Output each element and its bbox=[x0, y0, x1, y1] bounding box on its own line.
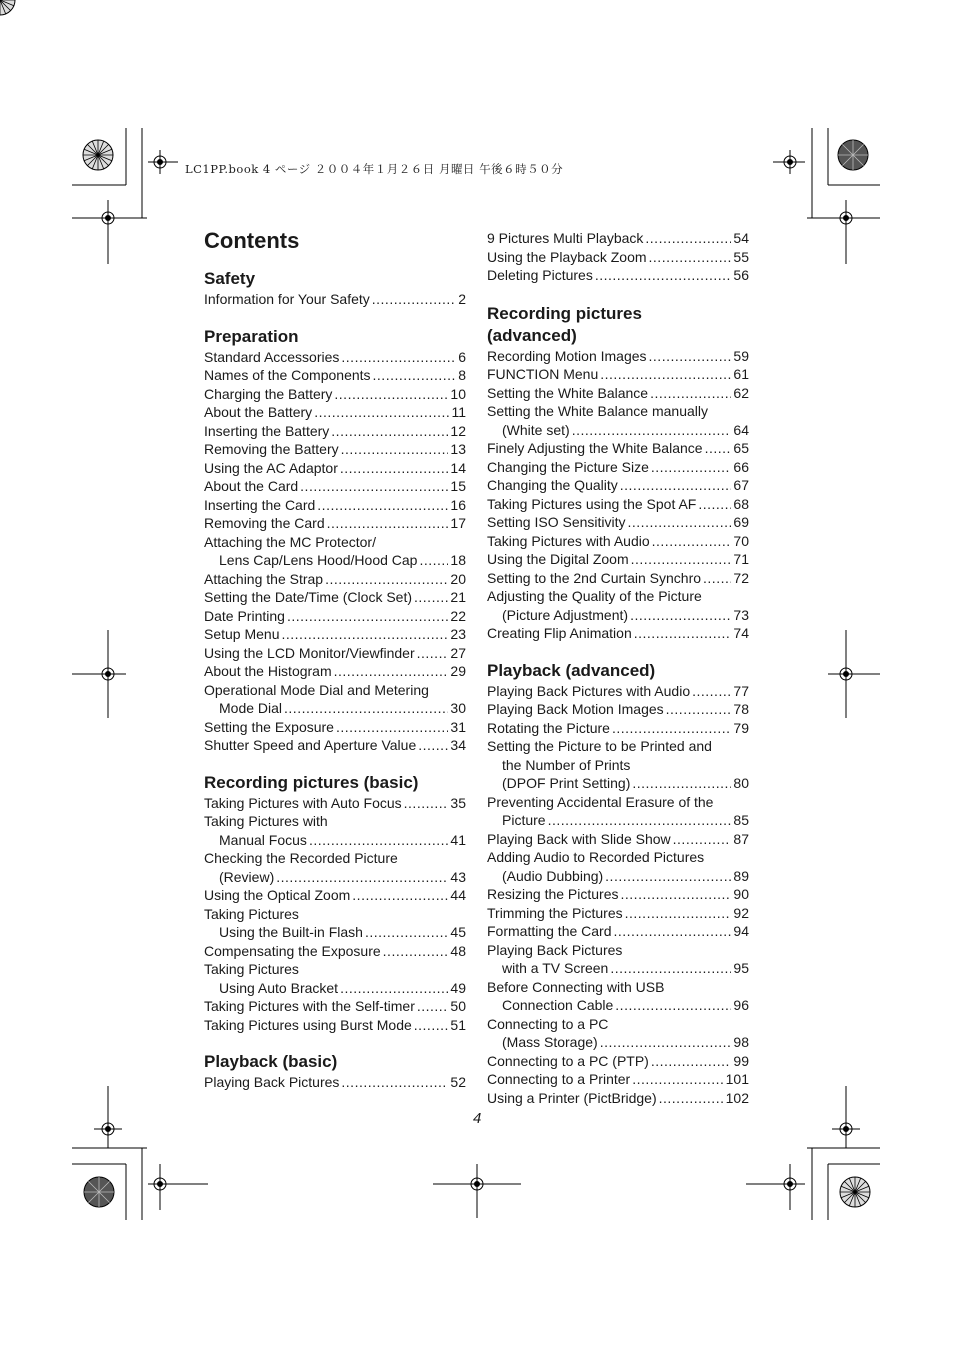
toc-entry-page: 69 bbox=[733, 514, 749, 530]
toc-entry-title: (Audio Dubbing) bbox=[502, 867, 604, 884]
toc-entry bbox=[487, 1052, 749, 1071]
toc-entry-title: Picture bbox=[502, 812, 546, 828]
toc-entry-page: 48 bbox=[450, 942, 466, 959]
toc-entry-title: Information for Your Safety bbox=[204, 291, 370, 307]
toc-leader-dots bbox=[630, 606, 731, 625]
toc-entry bbox=[487, 421, 749, 440]
toc-entry-page: 70 bbox=[733, 532, 749, 549]
toc-entry-page: 16 bbox=[450, 496, 466, 513]
toc-entry-title: Setting the Date/Time (Clock Set) bbox=[204, 589, 413, 605]
toc-entry-title: Using Auto Bracket bbox=[219, 979, 339, 996]
registration-star-icon bbox=[0, 0, 15, 15]
toc-entry bbox=[204, 348, 466, 367]
toc-entry-page: 41 bbox=[450, 831, 466, 848]
toc-entry-page: 31 bbox=[450, 718, 466, 735]
toc-leader-dots bbox=[649, 248, 732, 267]
toc-entry-line: Before Connecting with USB bbox=[487, 978, 665, 995]
toc-entry-line: Attaching the MC Protector/ bbox=[204, 533, 376, 550]
toc-entry bbox=[487, 885, 749, 904]
toc-entry-title: Using the LCD Monitor/Viewfinder bbox=[204, 644, 415, 661]
toc-entry-title: Attaching the Strap bbox=[204, 570, 324, 587]
toc-entry-page: 10 bbox=[450, 385, 466, 402]
toc-leader-dots bbox=[615, 996, 731, 1015]
toc-leader-dots bbox=[652, 532, 732, 551]
toc-entry bbox=[204, 551, 466, 570]
toc-leader-dots bbox=[632, 774, 731, 793]
toc-entry bbox=[204, 403, 466, 422]
toc-leader-dots bbox=[325, 570, 448, 589]
toc-entry-page: 99 bbox=[733, 1052, 749, 1069]
toc-entry-title: Taking Pictures using Burst Mode bbox=[204, 1016, 412, 1033]
toc-entry bbox=[204, 1073, 466, 1092]
toc-entry-line: Adjusting the Quality of the Picture bbox=[487, 588, 702, 604]
toc-leader-dots bbox=[634, 624, 732, 643]
toc-entry bbox=[487, 384, 749, 403]
toc-entry-title: (White set) bbox=[502, 421, 570, 438]
toc-leader-dots bbox=[334, 385, 448, 404]
toc-entry-page: 72 bbox=[733, 569, 749, 586]
toc-leader-dots bbox=[327, 514, 449, 533]
toc-entry-title: Taking Pictures with Audio bbox=[487, 532, 650, 549]
section-title: Recording pictures bbox=[487, 303, 642, 323]
toc-entry-title: Finely Adjusting the White Balance bbox=[487, 440, 703, 456]
toc-entry-line: Preventing Accidental Erasure of the bbox=[487, 793, 714, 810]
toc-leader-dots bbox=[340, 979, 448, 998]
toc-entry-page: 55 bbox=[733, 248, 749, 265]
toc-entry-title: Using the AC Adaptor bbox=[204, 459, 338, 476]
toc-entry-page: 78 bbox=[733, 701, 749, 717]
toc-entry-title: Playing Back Pictures bbox=[204, 1074, 340, 1090]
toc-entry-page: 92 bbox=[733, 904, 749, 921]
toc-entry bbox=[487, 248, 749, 267]
toc-entry-title: Connecting to a Printer bbox=[487, 1071, 631, 1087]
toc-entry-title: Playing Back with Slide Show bbox=[487, 830, 671, 847]
toc-entry-title: Setting the Exposure bbox=[204, 718, 334, 735]
toc-entry-page: 98 bbox=[733, 1034, 749, 1050]
page-number: 4 bbox=[473, 1110, 482, 1127]
toc-entry bbox=[204, 699, 466, 718]
toc-leader-dots bbox=[336, 718, 448, 737]
toc-entry bbox=[487, 365, 749, 384]
toc-entry-title: Playing Back Motion Images bbox=[487, 701, 664, 717]
toc-entry-title: Using the Built-in Flash bbox=[219, 924, 363, 940]
toc-entry-title: Manual Focus bbox=[219, 831, 307, 848]
toc-leader-dots bbox=[612, 719, 731, 738]
toc-entry-page: 49 bbox=[450, 979, 466, 996]
toc-entry-page: 85 bbox=[733, 812, 749, 828]
toc-entry bbox=[487, 1033, 749, 1052]
toc-entry bbox=[487, 959, 749, 978]
toc-entry-title: About the Battery bbox=[204, 404, 313, 420]
toc-leader-dots bbox=[628, 513, 732, 532]
toc-entry-title: Using the Optical Zoom bbox=[204, 887, 351, 903]
section-title: Preparation bbox=[204, 326, 299, 346]
toc-leader-dots bbox=[595, 266, 732, 285]
toc-entry-page: 2 bbox=[458, 291, 466, 307]
toc-section bbox=[204, 326, 466, 755]
toc-section bbox=[204, 772, 466, 1035]
toc-leader-dots bbox=[365, 923, 448, 942]
toc-entry bbox=[487, 1070, 749, 1089]
toc-entry-title: About the Histogram bbox=[204, 663, 332, 679]
toc-entry bbox=[487, 719, 749, 738]
toc-entry bbox=[487, 229, 749, 248]
toc-entry bbox=[487, 811, 749, 830]
toc-entry-page: 68 bbox=[733, 495, 749, 512]
toc-leader-dots bbox=[605, 867, 731, 886]
toc-leader-dots bbox=[341, 440, 449, 459]
print-header: LC1PP.book 4 ページ ２００４年１月２６日 月曜日 午後６時５０分 bbox=[185, 162, 564, 176]
toc-leader-dots bbox=[659, 1089, 724, 1108]
toc-leader-dots bbox=[600, 1033, 732, 1052]
toc-entry bbox=[204, 477, 466, 496]
toc-entry-title: (Review) bbox=[219, 868, 275, 885]
toc-entry bbox=[204, 923, 466, 942]
toc-entry bbox=[487, 774, 749, 793]
toc-entry-page: 22 bbox=[450, 607, 466, 624]
toc-entry-title: (Picture Adjustment) bbox=[502, 606, 629, 623]
toc-entry bbox=[204, 718, 466, 737]
toc-entry bbox=[204, 440, 466, 459]
toc-entry-page: 73 bbox=[733, 606, 749, 623]
toc-entry-title: Lens Cap/Lens Hood/Hood Cap bbox=[219, 552, 418, 568]
toc-entry-page: 13 bbox=[450, 441, 466, 457]
section-title: Recording pictures (basic) bbox=[204, 772, 419, 792]
toc-entry-page: 67 bbox=[733, 477, 749, 493]
toc-leader-dots bbox=[314, 403, 449, 422]
toc-entry-page: 15 bbox=[450, 478, 466, 494]
toc-entry bbox=[204, 644, 466, 663]
toc-entry-page: 6 bbox=[458, 348, 466, 365]
toc-leader-dots bbox=[651, 1052, 732, 1071]
toc-leader-dots bbox=[331, 422, 448, 441]
toc-entry-page: 80 bbox=[733, 775, 749, 791]
toc-entry bbox=[487, 624, 749, 643]
toc-leader-dots bbox=[414, 588, 448, 607]
toc-leader-dots bbox=[352, 886, 448, 905]
toc-leader-dots bbox=[631, 550, 732, 569]
toc-entry-title: Taking Pictures using the Spot AF bbox=[487, 495, 697, 512]
toc-entry-title: Compensating the Exposure bbox=[204, 942, 381, 959]
toc-entry-page: 50 bbox=[450, 998, 466, 1014]
toc-entry-page: 20 bbox=[450, 570, 466, 587]
toc-entry-title: Taking Pictures with the Self-timer bbox=[204, 998, 415, 1014]
toc-entry-line: Operational Mode Dial and Metering bbox=[204, 681, 429, 698]
toc-leader-dots bbox=[614, 922, 732, 941]
toc-entry-title: Standard Accessories bbox=[204, 348, 340, 365]
toc-entry-line: the Number of Prints bbox=[502, 756, 631, 773]
toc-entry-title: About the Card bbox=[204, 478, 299, 494]
toc-entry-title: Removing the Battery bbox=[204, 441, 339, 457]
toc-entry-title: Playing Back Pictures with Audio bbox=[487, 682, 691, 699]
toc-entry-title: Date Printing bbox=[204, 607, 285, 624]
toc-entry-page: 29 bbox=[450, 663, 466, 679]
section-title: Safety bbox=[204, 269, 256, 288]
page-title: Contents bbox=[204, 228, 300, 253]
toc-leader-dots bbox=[692, 682, 731, 701]
toc-entry bbox=[204, 514, 466, 533]
toc-leader-dots bbox=[651, 458, 732, 477]
toc-leader-dots bbox=[404, 794, 449, 813]
toc-entry-title: Trimming the Pictures bbox=[487, 904, 623, 921]
toc-entry bbox=[204, 886, 466, 905]
toc-entry bbox=[204, 385, 466, 404]
toc-entry bbox=[204, 662, 466, 681]
toc-leader-dots bbox=[417, 644, 449, 663]
toc-entry-line: Adding Audio to Recorded Pictures bbox=[487, 849, 705, 865]
toc-entry-page: 14 bbox=[450, 459, 466, 476]
toc-entry bbox=[204, 625, 466, 644]
crosshair-icon bbox=[148, 150, 178, 174]
toc-leader-dots bbox=[610, 959, 731, 978]
toc-section bbox=[487, 660, 749, 1108]
toc-right-column bbox=[487, 229, 749, 1124]
toc-entry-title: Connecting to a PC (PTP) bbox=[487, 1052, 649, 1069]
toc-entry-title: Names of the Components bbox=[204, 367, 371, 383]
toc-leader-dots bbox=[372, 290, 456, 309]
toc-entry-title: Setting the White Balance bbox=[487, 384, 649, 401]
toc-entry-line: Setting the Picture to be Printed and bbox=[487, 738, 712, 754]
toc-entry-page: 66 bbox=[733, 458, 749, 475]
toc-leader-dots bbox=[548, 811, 732, 830]
toc-section bbox=[487, 303, 749, 643]
toc-leader-dots bbox=[572, 421, 732, 440]
toc-entry bbox=[487, 606, 749, 625]
toc-entry-page: 101 bbox=[725, 1071, 749, 1087]
toc-leader-dots bbox=[334, 662, 449, 681]
toc-entry-page: 96 bbox=[733, 997, 749, 1013]
toc-entry-title: Setting ISO Sensitivity bbox=[487, 514, 626, 530]
toc-leader-dots bbox=[645, 229, 731, 248]
toc-entry-title: Rotating the Picture bbox=[487, 719, 610, 736]
toc-leader-dots bbox=[383, 942, 449, 961]
toc-entry bbox=[487, 532, 749, 551]
toc-entry bbox=[487, 550, 749, 569]
section-title: Playback (advanced) bbox=[487, 660, 656, 680]
toc-entry-page: 45 bbox=[450, 924, 466, 940]
toc-entry-page: 52 bbox=[450, 1074, 466, 1090]
toc-entry bbox=[204, 979, 466, 998]
toc-entry-page: 17 bbox=[450, 515, 466, 531]
toc-entry-title: Creating Flip Animation bbox=[487, 625, 632, 641]
toc-entry-line: Taking Pictures with bbox=[204, 813, 328, 829]
toc-leader-dots bbox=[649, 347, 732, 366]
toc-entry-page: 34 bbox=[450, 737, 466, 753]
toc-entry-title: (Mass Storage) bbox=[502, 1034, 598, 1050]
toc-entry bbox=[487, 904, 749, 923]
toc-leader-dots bbox=[650, 384, 731, 403]
toc-entry-page: 51 bbox=[450, 1016, 466, 1033]
toc-entry bbox=[487, 996, 749, 1015]
toc-leader-dots bbox=[340, 459, 449, 478]
toc-leader-dots bbox=[317, 496, 448, 515]
toc-leader-dots bbox=[373, 366, 457, 385]
toc-leader-dots bbox=[705, 439, 732, 458]
toc-entry bbox=[204, 942, 466, 961]
toc-leader-dots bbox=[417, 997, 449, 1016]
toc-entry-title: FUNCTION Menu bbox=[487, 366, 599, 382]
toc-leader-dots bbox=[300, 477, 448, 496]
toc-entry bbox=[487, 513, 749, 532]
toc-entry-title: 9 Pictures Multi Playback bbox=[487, 230, 644, 246]
toc-entry-page: 11 bbox=[451, 404, 466, 420]
toc-entry bbox=[204, 868, 466, 887]
toc-entry-title: Resizing the Pictures bbox=[487, 886, 619, 902]
toc-entry bbox=[204, 736, 466, 755]
toc-leader-dots bbox=[414, 1016, 449, 1035]
toc-entry-title: Formatting the Card bbox=[487, 923, 612, 939]
toc-leader-dots bbox=[620, 476, 732, 495]
toc-leader-dots bbox=[282, 625, 449, 644]
toc-entry-page: 27 bbox=[450, 644, 466, 661]
toc-entry-title: Setup Menu bbox=[204, 626, 280, 642]
toc-entry-page: 102 bbox=[725, 1089, 749, 1106]
toc-entry bbox=[204, 422, 466, 441]
toc-entry bbox=[204, 997, 466, 1016]
toc-entry-page: 23 bbox=[450, 626, 466, 642]
toc-entry bbox=[487, 830, 749, 849]
toc-entry bbox=[487, 495, 749, 514]
toc-entry bbox=[204, 366, 466, 385]
toc-leader-dots bbox=[419, 551, 448, 570]
toc-left-column bbox=[204, 228, 466, 1109]
toc-entry-page: 30 bbox=[450, 700, 466, 716]
toc-entry-title: (DPOF Print Setting) bbox=[502, 775, 631, 791]
section-title: Playback (basic) bbox=[204, 1052, 338, 1071]
toc-entry-page: 62 bbox=[733, 384, 749, 401]
toc-entry-page: 54 bbox=[733, 230, 749, 246]
toc-section bbox=[204, 268, 466, 309]
toc-leader-dots bbox=[621, 885, 732, 904]
toc-entry-page: 65 bbox=[733, 440, 749, 456]
toc-entry bbox=[487, 867, 749, 886]
toc-entry bbox=[487, 439, 749, 458]
toc-entry-title: Deleting Pictures bbox=[487, 267, 593, 283]
toc-entry-title: Inserting the Battery bbox=[204, 422, 330, 439]
toc-entry bbox=[487, 347, 749, 366]
toc-entry-title: with a TV Screen bbox=[502, 960, 609, 976]
toc-entry-page: 90 bbox=[733, 886, 749, 902]
right-top-entries bbox=[487, 229, 749, 285]
toc-leader-dots bbox=[666, 700, 732, 719]
toc-entry-title: Shutter Speed and Aperture Value bbox=[204, 737, 417, 753]
toc-entry-title: Using the Digital Zoom bbox=[487, 551, 629, 567]
toc-entry bbox=[487, 458, 749, 477]
toc-entry bbox=[487, 569, 749, 588]
toc-entry-title: Mode Dial bbox=[219, 700, 283, 716]
toc-entry-line: Checking the Recorded Picture bbox=[204, 850, 398, 866]
toc-entry-title: Changing the Quality bbox=[487, 477, 618, 493]
toc-leader-dots bbox=[698, 495, 731, 514]
toc-leader-dots bbox=[309, 831, 448, 850]
toc-leader-dots bbox=[287, 607, 448, 626]
left-sections bbox=[204, 268, 466, 1092]
toc-entry bbox=[487, 922, 749, 941]
toc-entry-title: Inserting the Card bbox=[204, 496, 316, 513]
toc-leader-dots bbox=[341, 1073, 448, 1092]
toc-leader-dots bbox=[276, 868, 448, 887]
toc-entry-title: Connection Cable bbox=[502, 997, 614, 1013]
toc-entry bbox=[487, 700, 749, 719]
toc-entry bbox=[204, 290, 466, 309]
toc-leader-dots bbox=[600, 365, 731, 384]
toc-entry-page: 64 bbox=[733, 421, 749, 438]
toc-entry bbox=[204, 588, 466, 607]
toc-leader-dots bbox=[632, 1070, 723, 1089]
toc-entry-title: Setting to the 2nd Curtain Synchro bbox=[487, 569, 702, 586]
toc-entry-page: 95 bbox=[733, 960, 749, 976]
toc-entry-page: 21 bbox=[450, 589, 466, 605]
toc-entry-title: Removing the Card bbox=[204, 515, 325, 531]
section-title: (advanced) bbox=[487, 325, 577, 345]
toc-leader-dots bbox=[703, 569, 731, 588]
toc-entry bbox=[487, 266, 749, 285]
toc-section bbox=[204, 1051, 466, 1092]
toc-entry bbox=[204, 831, 466, 850]
toc-entry-page: 61 bbox=[733, 366, 749, 382]
toc-entry-title: Charging the Battery bbox=[204, 385, 333, 402]
toc-entry-title: Changing the Picture Size bbox=[487, 458, 649, 475]
toc-entry bbox=[487, 682, 749, 701]
toc-leader-dots bbox=[673, 830, 732, 849]
toc-entry-page: 59 bbox=[733, 347, 749, 364]
toc-entry-page: 77 bbox=[733, 682, 749, 699]
toc-entry-title: Using the Playback Zoom bbox=[487, 248, 647, 265]
toc-entry-page: 18 bbox=[450, 552, 466, 568]
toc-leader-dots bbox=[625, 904, 732, 923]
right-sections bbox=[487, 303, 749, 1108]
toc-entry bbox=[204, 459, 466, 478]
toc-entry-page: 74 bbox=[733, 625, 749, 641]
toc-entry bbox=[487, 1089, 749, 1108]
toc-entry-line: Taking Pictures bbox=[204, 905, 299, 922]
toc-entry-page: 56 bbox=[733, 267, 749, 283]
toc-entry-page: 89 bbox=[733, 867, 749, 884]
toc-entry-page: 44 bbox=[450, 887, 466, 903]
toc-entry bbox=[204, 607, 466, 626]
toc-entry-page: 43 bbox=[450, 868, 466, 885]
toc-leader-dots bbox=[284, 699, 448, 718]
toc-entry-line: Playing Back Pictures bbox=[487, 941, 623, 958]
toc-entry-title: Recording Motion Images bbox=[487, 347, 647, 364]
toc-entry bbox=[204, 794, 466, 813]
toc-leader-dots bbox=[341, 348, 456, 367]
toc-entry bbox=[204, 1016, 466, 1035]
toc-entry-page: 8 bbox=[458, 367, 466, 383]
toc-entry-page: 71 bbox=[733, 551, 749, 567]
toc-entry bbox=[204, 496, 466, 515]
toc-entry-page: 79 bbox=[733, 719, 749, 736]
toc-entry-title: Taking Pictures with Auto Focus bbox=[204, 794, 402, 811]
toc-entry-page: 94 bbox=[733, 923, 749, 939]
toc-entry-page: 35 bbox=[450, 794, 466, 811]
toc-entry-page: 12 bbox=[450, 422, 466, 439]
toc-entry-line: Taking Pictures bbox=[204, 961, 299, 977]
toc-entry-line: Connecting to a PC bbox=[487, 1015, 609, 1032]
toc-leader-dots bbox=[418, 736, 448, 755]
toc-entry-line: Setting the White Balance manually bbox=[487, 403, 709, 419]
toc-entry-title: Using a Printer (PictBridge) bbox=[487, 1089, 657, 1106]
toc-entry bbox=[487, 476, 749, 495]
toc-entry-page: 87 bbox=[733, 830, 749, 847]
toc-entry bbox=[204, 570, 466, 589]
